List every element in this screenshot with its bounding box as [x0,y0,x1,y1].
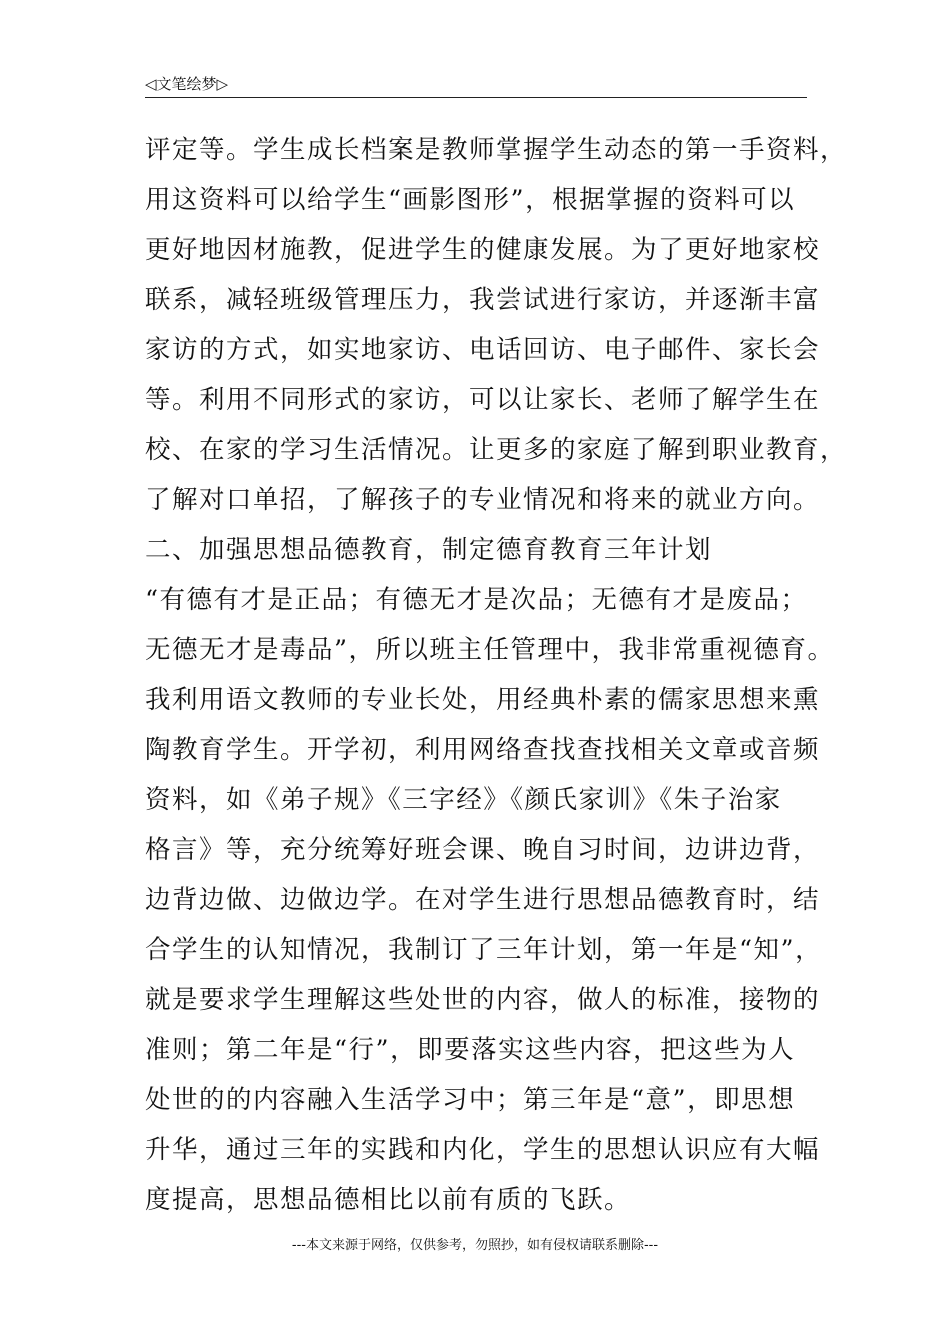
body-line: 评定等。学生成长档案是教师掌握学生动态的第一手资料， [145,135,848,165]
body-line: 联系，减轻班级管理压力，我尝试进行家访，并逐渐丰富 [145,285,821,315]
body-line: 我利用语文教师的专业长处，用经典朴素的儒家思想来熏 [145,685,821,715]
body-line: 陶教育学生。开学初，利用网络查找查找相关文章或音频 [145,735,821,765]
body-line: 边背边做、边做边学。在对学生进行思想品德教育时，结 [145,885,821,915]
body-line: 家访的方式，如实地家访、电话回访、电子邮件、家长会 [145,335,821,365]
document-body [145,125,848,1225]
body-line: 等。利用不同形式的家访，可以让家长、老师了解学生在 [145,385,821,415]
body-line: 升华，通过三年的实践和内化，学生的思想认识应有大幅 [145,1135,821,1165]
body-line: “有德有才是正品；有德无才是次品；无德有才是废品； [145,585,808,615]
body-line: 度提高，思想品德相比以前有质的飞跃。 [145,1185,632,1215]
page-footer: ---本文来源于网络，仅供参考，勿照抄，如有侵权请联系删除--- [291,1238,659,1253]
body-line: 准则；第二年是“行”，即要落实这些内容，把这些为人 [145,1035,796,1065]
body-line: 了解对口单招，了解孩子的专业情况和将来的就业方向。 [145,485,821,515]
section-heading: 二、加强思想品德教育，制定德育教育三年计划 [145,535,713,565]
header-title: ◁文笔绘梦▷ [145,75,229,93]
body-line: 用这资料可以给学生“画影图形”，根据掌握的资料可以 [145,185,796,215]
page-header [145,73,807,98]
body-line: 更好地因材施教，促进学生的健康发展。为了更好地家校 [145,235,821,265]
body-line: 校、在家的学习生活情况。让更多的家庭了解到职业教育， [145,435,848,465]
body-line: 合学生的认知情况，我制订了三年计划，第一年是“知”， [145,935,823,965]
body-line: 资料，如《弟子规》《三字经》《颜氏家训》《朱子治家 [145,785,782,815]
body-line: 格言》等，充分统筹好班会课、晚自习时间，边讲边背， [145,835,821,865]
body-line: 处世的的内容融入生活学习中；第三年是“意”，即思想 [145,1085,796,1115]
body-line: 就是要求学生理解这些处世的内容，做人的标准，接物的 [145,985,821,1015]
body-line: 无德无才是毒品”，所以班主任管理中，我非常重视德育。 [145,635,835,665]
